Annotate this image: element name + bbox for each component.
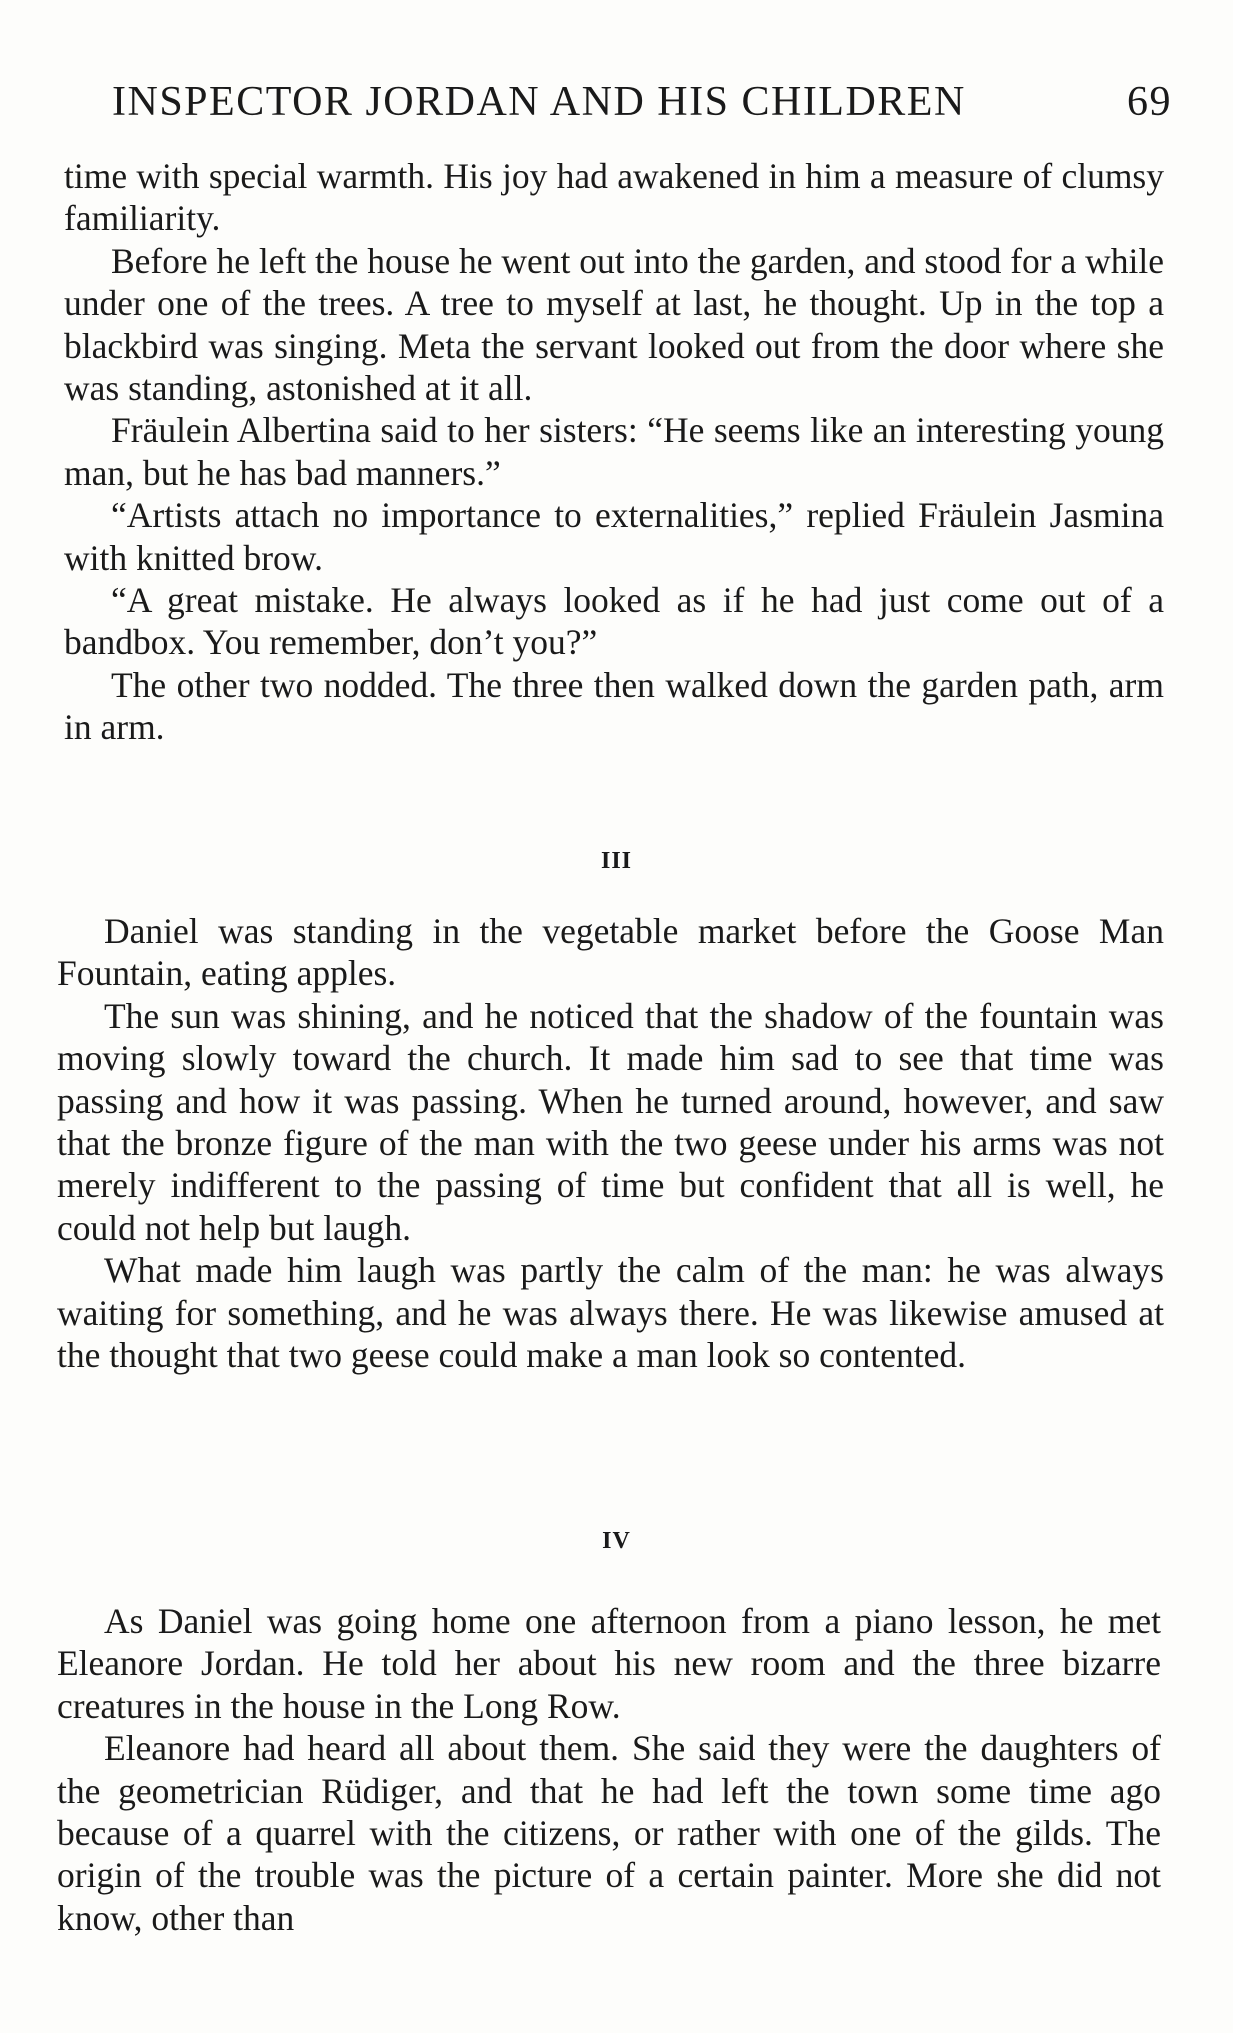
paragraph: The other two nodded. The three then walked down the garden path, arm in arm. (64, 664, 1164, 748)
continued-section-text (64, 155, 1164, 749)
paragraph: Before he left the house he went out into the garden, and stood for a while under one of the trees. A tree to myself at last, he thought. Up in the top a blackbird was singing. Meta the servant looked out from the door where she was standing, astonished at it all. (64, 240, 1164, 409)
paragraph: Fräulein Albertina said to her sisters: “He seems like an interesting young man, but he has bad manners.” (64, 410, 1164, 493)
section-iv-text (57, 1600, 1161, 1939)
page-number: 69 (1127, 79, 1172, 125)
running-head-title: INSPECTOR JORDAN AND HIS CHILDREN (112, 79, 966, 125)
paragraph: As Daniel was going home one afternoon from a piano lesson, he met Eleanore Jordan. He told her about his new room and the three bizarre creatures in the house in the Long Row. (57, 1601, 1161, 1726)
paragraph: What made him laugh was partly the calm of the man: he was always waiting for something, and he was always there. He was likewise amused at the thought that two geese could make a man look so contented. (57, 1250, 1164, 1376)
section-iii-text (57, 910, 1164, 1376)
paragraph: “A great mistake. He always looked as if he had just come out of a bandbox. You remember, don’t you?” (64, 580, 1164, 663)
paragraph: time with special warmth. His joy had awakened in him a measure of clumsy familiarity. (64, 156, 1164, 239)
section-heading-iii: III (600, 848, 633, 874)
paragraph: Eleanore had heard all about them. She said they were the daughters of the geometrician Rüdiger, and that he had left the town some time ago because of a quarrel with the citizens, or rather with one of the gilds. The origin of the trouble was the picture of a certain painter. More she did not know, other than (57, 1728, 1161, 1938)
section-heading-iv: IV (602, 1528, 631, 1554)
paragraph: Daniel was standing in the vegetable market before the Goose Man Fountain, eating apples. (57, 911, 1164, 994)
paragraph: The sun was shining, and he noticed that the shadow of the fountain was moving slowly toward the church. It made him sad to see that time was passing and how it was passing. When he turned around, however, and saw that the bronze figure of the man with the two geese under his arms was not merely indifferent to the passing of time but confident that all is well, he could not help but laugh. (57, 995, 1164, 1248)
paragraph: “Artists attach no importance to externalities,” replied Fräulein Jasmina with knitted brow. (64, 495, 1164, 578)
